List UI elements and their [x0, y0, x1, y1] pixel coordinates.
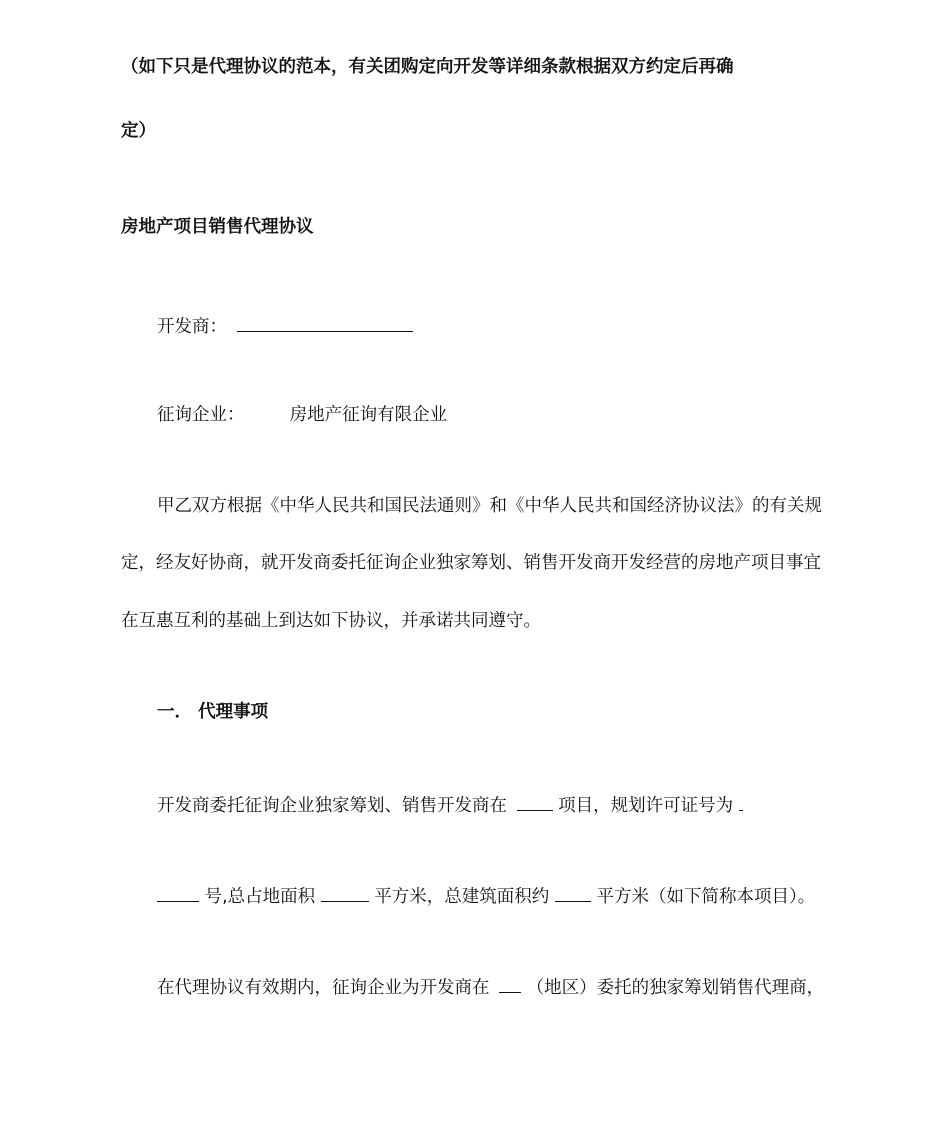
para-2-text-a: 号,总占地面积 [204, 887, 316, 907]
region-blank [499, 974, 521, 993]
para-2-text-c: 平方米（如下简称本项目）。 [596, 887, 816, 907]
section-1-para-2 [157, 883, 815, 908]
note-line-2: 定） [121, 121, 156, 141]
agent-line [157, 404, 447, 426]
para-2-text-b: 平方米，总建筑面积约 [374, 887, 550, 907]
para-3-text-b: （地区）委托的独家筹划销售代理商， [526, 978, 825, 998]
para-1-text-a: 开发商委托征询企业独家筹划、销售开发商在 [157, 796, 507, 816]
preamble-line-2: 定，经友好协商，就开发商委托征询企业独家筹划、销售开发商开发经营的房地产项目事宜 [121, 553, 821, 573]
note-line-1: （如下只是代理协议的范本，有关团购定向开发等详细条款根据双方约定后再确 [121, 57, 734, 77]
preamble-line-3: 在互惠互利的基础上到达如下协议，并承诺共同遵守。 [121, 611, 541, 631]
agent-value: 房地产征询有限企业 [289, 405, 448, 425]
section-1-para-1 [157, 792, 743, 817]
project-name-blank [517, 792, 553, 811]
developer-line [157, 313, 413, 338]
section-1-heading: 一． 代理事项 [157, 702, 269, 722]
developer-label: 开发商： [157, 317, 227, 337]
section-1-para-3 [157, 974, 824, 999]
agent-label: 征询企业： [157, 405, 245, 425]
permit-number-blank [739, 792, 743, 811]
document-title: 房地产项目销售代理协议 [121, 217, 314, 237]
permit-number-blank-2 [157, 883, 199, 902]
para-3-text-a: 在代理协议有效期内，征询企业为开发商在 [157, 978, 490, 998]
building-area-blank [555, 883, 591, 902]
land-area-blank [321, 883, 369, 902]
developer-blank [237, 313, 413, 332]
preamble-line-1: 甲乙双方根据《中华人民共和国民法通则》和《中华人民共和国经济协议法》的有关规 [157, 496, 822, 516]
para-1-text-b: 项目，规划许可证号为 [558, 796, 734, 816]
